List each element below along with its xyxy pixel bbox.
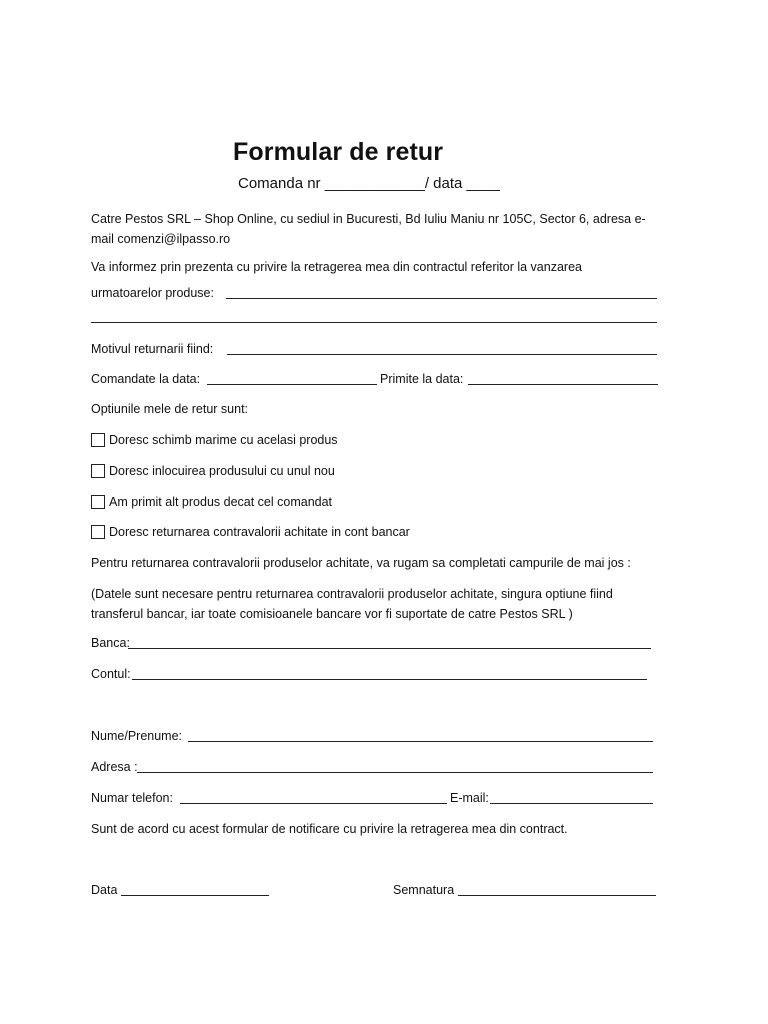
- option-refund[interactable]: [91, 524, 410, 540]
- intro-text: Va informez prin prezenta cu privire la retragerea mea din contractul referitor la vanzarea: [91, 260, 582, 274]
- email-label: E-mail:: [450, 791, 489, 805]
- checkbox[interactable]: [91, 433, 105, 447]
- option-label: Doresc schimb marime cu acelasi produs: [109, 433, 338, 447]
- products-field-line2[interactable]: [91, 322, 657, 323]
- account-label: Contul:: [91, 667, 131, 681]
- checkbox[interactable]: [91, 495, 105, 509]
- option-size-exchange[interactable]: [91, 432, 338, 448]
- option-wrong-product[interactable]: [91, 494, 332, 510]
- email-field[interactable]: [490, 803, 653, 804]
- address-label: Adresa :: [91, 760, 138, 774]
- bank-label: Banca:: [91, 636, 130, 650]
- bank-field[interactable]: [128, 648, 651, 649]
- option-replace-product[interactable]: [91, 463, 335, 479]
- refund-instruction: Pentru returnarea contravalorii produselor achitate, va rugam sa completati campurile de mai jos :: [91, 556, 631, 570]
- name-label: Nume/Prenume:: [91, 729, 183, 743]
- ordered-date-field[interactable]: [207, 384, 377, 385]
- agreement-text: Sunt de acord cu acest formular de notificare cu privire la retragerea mea din contract.: [91, 822, 568, 836]
- received-date-label: Primite la data:: [380, 372, 464, 386]
- phone-label: Numar telefon:: [91, 791, 173, 805]
- address-field[interactable]: [137, 772, 653, 773]
- refund-note: (Datele sunt necesare pentru returnarea contravalorii produselor achitate, singura optiune fiind transferul bancar, iar toate comisioanele bancare vor fi suportate de catre Pestos SRL ): [91, 587, 613, 621]
- products-field[interactable]: [226, 298, 657, 299]
- received-date-field[interactable]: [468, 384, 658, 385]
- option-label: Doresc returnarea contravalorii achitate in cont bancar: [109, 525, 410, 539]
- date-label: Data: [91, 883, 118, 897]
- account-field[interactable]: [132, 679, 647, 680]
- options-heading: Optiunile mele de retur sunt:: [91, 402, 249, 416]
- checkbox[interactable]: [91, 464, 105, 478]
- addressee-paragraph: Catre Pestos SRL – Shop Online, cu sediul in Bucuresti, Bd Iuliu Maniu nr 105C, Sector 6, adresa e-mail comenzi@ilpasso.ro: [91, 212, 646, 246]
- option-label: Doresc inlocuirea produsului cu unul nou: [109, 464, 335, 478]
- reason-label: Motivul returnarii fiind:: [91, 342, 214, 356]
- signature-label: Semnatura: [393, 883, 455, 897]
- signature-field[interactable]: [458, 895, 656, 896]
- name-field[interactable]: [188, 741, 653, 742]
- checkbox[interactable]: [91, 525, 105, 539]
- form-title: Formular de retur: [233, 138, 444, 166]
- phone-field[interactable]: [180, 803, 447, 804]
- order-number-line: Comanda nr ____________/ data ____: [238, 175, 500, 192]
- date-field[interactable]: [121, 895, 269, 896]
- products-label: urmatoarelor produse:: [91, 286, 214, 300]
- ordered-date-label: Comandate la data:: [91, 372, 201, 386]
- reason-field[interactable]: [227, 354, 657, 355]
- option-label: Am primit alt produs decat cel comandat: [109, 495, 333, 509]
